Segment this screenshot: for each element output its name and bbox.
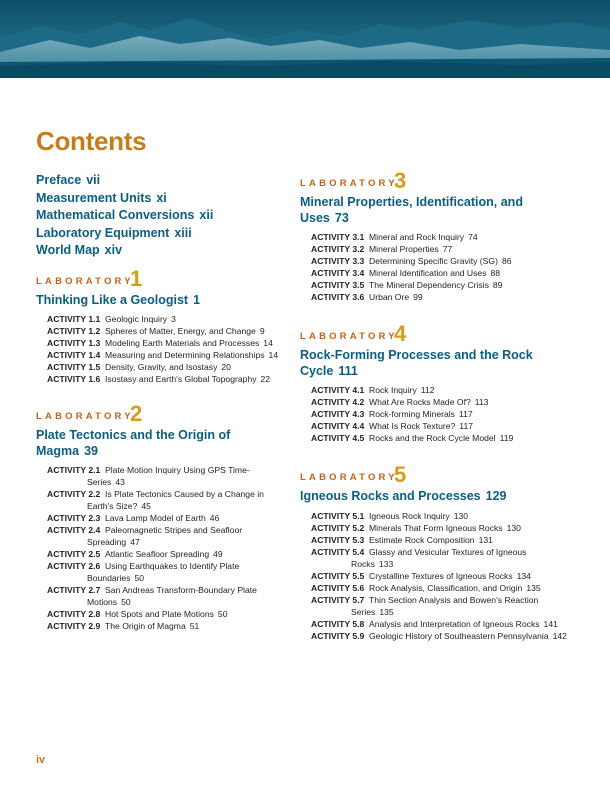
activity-item: ACTIVITY 4.3 Rock-forming Minerals 117: [311, 409, 473, 419]
activity-item: ACTIVITY 5.1 Igneous Rock Inquiry 130: [311, 510, 469, 521]
activity-item: ACTIVITY 2.2 Is Plate Tectonics Caused by a Change in Earth's Size? 45: [47, 489, 264, 511]
front-matter-item: Laboratory Equipment xiii: [36, 225, 192, 240]
header-banner-image: [0, 0, 610, 78]
lab-title: Thinking Like a Geologist 1: [36, 292, 201, 307]
lab-number: 5: [394, 462, 407, 487]
lab-word: LABORATORY: [300, 178, 398, 189]
activity-item: ACTIVITY 3.4 Mineral Identification and Uses 88: [311, 268, 501, 278]
lab-word: LABORATORY: [300, 331, 398, 342]
activity-item: ACTIVITY 3.5 The Mineral Dependency Crisis 89: [311, 280, 503, 290]
lab-title: Mineral Properties, Identification, and Uses 73: [300, 195, 523, 225]
front-matter-item: World Map xiv: [36, 243, 123, 257]
laboratory-1: [36, 265, 286, 386]
activity-item: ACTIVITY 5.5 Crystalline Textures of Igneous Rocks 134: [311, 570, 531, 581]
laboratory-2: [36, 401, 286, 632]
left-column: [36, 172, 286, 632]
activity-item: ACTIVITY 2.4 Paleomagnetic Stripes and Seafloor Spreading 47: [47, 525, 243, 547]
front-matter-item: Measurement Units xi: [36, 190, 167, 205]
laboratory-4: [300, 321, 570, 444]
activity-item: ACTIVITY 1.3 Modeling Earth Materials and Processes 14: [47, 338, 273, 348]
activity-item: ACTIVITY 2.1 Plate Motion Inquiry Using GPS Time-Series 43: [47, 465, 250, 487]
lab-word: LABORATORY: [300, 472, 398, 483]
activity-item: ACTIVITY 5.3 Estimate Rock Composition 131: [311, 534, 493, 545]
right-column: [300, 168, 570, 642]
activity-item: ACTIVITY 3.2 Mineral Properties 77: [311, 244, 453, 254]
activity-item: ACTIVITY 1.5 Density, Gravity, and Isostasy 20: [47, 362, 231, 372]
page-title: Contents: [36, 126, 147, 156]
activity-item: ACTIVITY 2.7 San Andreas Transform-Boundary Plate Motions 50: [47, 585, 257, 607]
activity-item: ACTIVITY 3.6 Urban Ore 99: [311, 292, 423, 302]
page-number: iv: [36, 754, 46, 766]
activity-item: ACTIVITY 5.9 Geologic History of Southeastern Pennsylvania 142: [311, 630, 567, 641]
laboratory-3: [300, 168, 570, 303]
activity-item: ACTIVITY 4.2 What Are Rocks Made Of? 113: [311, 397, 489, 407]
activity-item: ACTIVITY 1.1 Geologic Inquiry 3: [47, 314, 176, 324]
activity-item: ACTIVITY 4.5 Rocks and the Rock Cycle Model 119: [311, 433, 514, 443]
activity-item: ACTIVITY 1.2 Spheres of Matter, Energy, and Change 9: [47, 326, 265, 336]
lab-number: 3: [394, 168, 407, 193]
activity-item: ACTIVITY 2.3 Lava Lamp Model of Earth 46: [47, 513, 220, 523]
lab-title: Rock-Forming Processes and the Rock Cycle 111: [300, 348, 533, 378]
activity-item: ACTIVITY 4.1 Rock Inquiry 112: [311, 385, 435, 395]
activity-item: ACTIVITY 5.8 Analysis and Interpretation of Igneous Rocks 141: [311, 618, 558, 629]
activity-item: ACTIVITY 4.4 What Is Rock Texture? 117: [311, 421, 473, 431]
activity-item: ACTIVITY 2.9 The Origin of Magma 51: [47, 621, 200, 631]
lab-word: LABORATORY: [36, 411, 134, 422]
activity-item: ACTIVITY 1.4 Measuring and Determining Relationships 14: [47, 350, 279, 360]
activity-item: ACTIVITY 3.3 Determining Specific Gravity (SG) 86: [311, 256, 512, 266]
activity-item: ACTIVITY 2.6 Using Earthquakes to Identify Plate Boundaries 50: [47, 561, 240, 583]
activity-item: ACTIVITY 3.1 Mineral and Rock Inquiry 74: [311, 232, 478, 242]
lab-title: Igneous Rocks and Processes 129: [300, 489, 507, 503]
lab-word: LABORATORY: [36, 275, 134, 287]
activity-item: ACTIVITY 2.5 Atlantic Seafloor Spreading 49: [47, 549, 223, 559]
lab-number: 2: [130, 401, 143, 426]
lab-number: 4: [394, 321, 407, 346]
activity-item: ACTIVITY 2.8 Hot Spots and Plate Motions 50: [47, 609, 228, 619]
activity-item: ACTIVITY 5.7 Thin Section Analysis and Bowen's Reaction Series 135: [311, 594, 539, 617]
lab-title: Plate Tectonics and the Origin of Magma 39: [36, 428, 231, 458]
front-matter-item: Preface vii: [36, 173, 101, 187]
activity-item: ACTIVITY 1.6 Isostasy and Earth's Global Topography 22: [47, 374, 271, 384]
lab-number: 1: [130, 265, 143, 291]
laboratory-5: [300, 462, 570, 642]
activity-item: ACTIVITY 5.4 Glassy and Vesicular Textures of Igneous Rocks 133: [311, 546, 527, 569]
activity-item: ACTIVITY 5.2 Minerals That Form Igneous Rocks 130: [311, 522, 521, 533]
front-matter-item: Mathematical Conversions xii: [36, 208, 214, 222]
activity-item: ACTIVITY 5.6 Rock Analysis, Classification, and Origin 135: [311, 582, 541, 593]
front-matter-list: [36, 172, 286, 260]
